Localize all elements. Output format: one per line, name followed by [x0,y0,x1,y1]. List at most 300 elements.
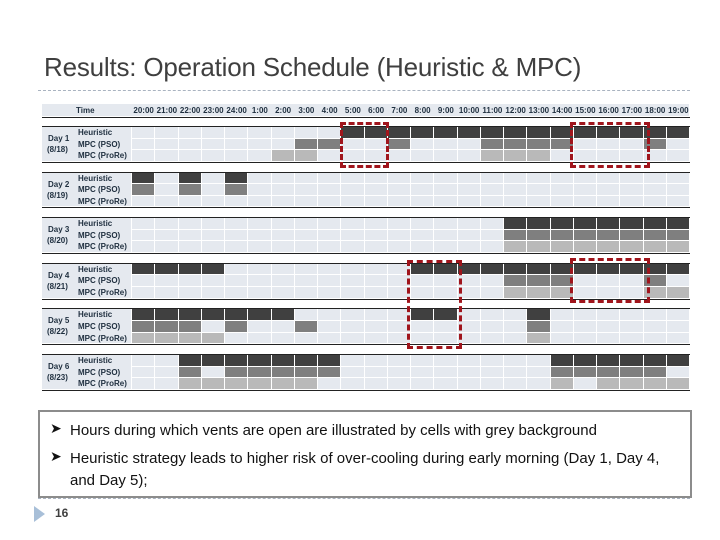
highlight-day1-morning [340,122,389,168]
vent-closed-cell [179,127,202,139]
vent-closed-cell [458,378,481,390]
vent-closed-cell [597,184,620,196]
vent-closed-cell [132,287,155,299]
vent-open-cell [527,309,550,321]
hour-header: 11:00 [482,106,503,115]
vent-closed-cell [388,378,411,390]
vent-closed-cell [644,309,667,321]
hour-header: 6:00 [368,106,385,115]
vent-open-cell [504,139,527,151]
vent-open-cell [179,355,202,367]
vent-closed-cell [318,127,341,139]
vent-open-cell [667,218,690,230]
vent-open-cell [597,230,620,242]
vent-closed-cell [202,218,225,230]
vent-open-cell [225,309,248,321]
vent-closed-cell [365,173,388,185]
hour-header: 10:00 [458,106,480,115]
vent-open-cell [667,287,690,299]
strategy-label: MPC (PSO) [78,322,121,331]
vent-closed-cell [527,184,550,196]
vent-closed-cell [667,321,690,333]
vent-closed-cell [272,287,295,299]
vent-closed-cell [225,287,248,299]
vent-open-cell [155,321,178,333]
vent-open-cell [295,378,318,390]
vent-closed-cell [434,184,457,196]
hour-header: 20:00 [133,106,154,115]
vent-closed-cell [481,218,504,230]
day-label: Day 2 [48,179,70,189]
vent-closed-cell [272,139,295,151]
vent-closed-cell [272,230,295,242]
vent-closed-cell [527,355,550,367]
vent-closed-cell [504,355,527,367]
vent-closed-cell [388,355,411,367]
vent-closed-cell [388,150,411,162]
vent-closed-cell [248,230,271,242]
vent-closed-cell [272,184,295,196]
vent-open-cell [620,367,643,379]
vent-closed-cell [620,196,643,208]
vent-open-cell [179,378,202,390]
day-date: (8/20) [47,236,68,246]
vent-open-cell [202,264,225,276]
vent-closed-cell [644,184,667,196]
vent-open-cell [504,150,527,162]
vent-closed-cell [295,127,318,139]
vent-closed-cell [434,196,457,208]
vent-closed-cell [667,173,690,185]
vent-open-cell [388,139,411,151]
vent-closed-cell [481,321,504,333]
vent-closed-cell [388,173,411,185]
vent-open-cell [248,367,271,379]
vent-closed-cell [411,218,434,230]
vent-closed-cell [411,378,434,390]
note-bullet-1: Hours during which vents are open are illustrated by cells with grey background [70,422,597,439]
vent-closed-cell [295,241,318,253]
vent-closed-cell [318,321,341,333]
vent-closed-cell [434,355,457,367]
vent-closed-cell [202,173,225,185]
hour-header: 12:00 [505,106,526,115]
strategy-label: MPC (PSO) [78,139,121,149]
vent-closed-cell [551,184,574,196]
vent-closed-cell [318,218,341,230]
vent-closed-cell [295,218,318,230]
vent-closed-cell [574,173,597,185]
vent-closed-cell [597,333,620,345]
strategy-label: Heuristic [78,264,113,274]
vent-open-cell [132,333,155,345]
vent-closed-cell [365,378,388,390]
vent-closed-cell [272,173,295,185]
vent-closed-cell [248,150,271,162]
hour-header: 5:00 [344,106,361,115]
hour-header: 18:00 [644,106,666,115]
hour-header: 13:00 [528,106,550,115]
vent-open-cell [667,230,690,242]
vent-closed-cell [667,184,690,196]
vent-closed-cell [458,184,481,196]
vent-closed-cell [248,321,271,333]
vent-closed-cell [481,309,504,321]
vent-closed-cell [574,333,597,345]
bullet-arrow-icon: ➤ [50,420,62,436]
vent-closed-cell [318,309,341,321]
vent-closed-cell [434,173,457,185]
vent-closed-cell [248,218,271,230]
vent-closed-cell [527,196,550,208]
vent-closed-cell [620,333,643,345]
vent-closed-cell [202,275,225,287]
day-label: Day 6 [48,362,70,371]
day-label: Day 3 [48,225,70,235]
vent-open-cell [620,218,643,230]
vent-open-cell [202,309,225,321]
vent-closed-cell [527,378,550,390]
hour-header: 24:00 [226,106,247,115]
vent-open-cell [644,218,667,230]
vent-closed-cell [434,218,457,230]
vent-open-cell [551,378,574,390]
vent-closed-cell [365,275,388,287]
vent-closed-cell [388,230,411,242]
strategy-label: Heuristic [78,310,113,320]
vent-closed-cell [620,173,643,185]
vent-open-cell [504,241,527,253]
vent-closed-cell [202,241,225,253]
vent-open-cell [597,355,620,367]
vent-closed-cell [179,150,202,162]
hour-header: 17:00 [621,106,643,115]
vent-open-cell [225,173,248,185]
vent-closed-cell [365,241,388,253]
vent-closed-cell [667,333,690,345]
vent-open-cell [179,367,202,379]
vent-closed-cell [225,230,248,242]
vent-closed-cell [527,367,550,379]
vent-closed-cell [481,355,504,367]
notes-box [38,410,692,498]
vent-closed-cell [411,230,434,242]
vent-open-cell [132,264,155,276]
page-number: 16 [55,506,69,520]
vent-closed-cell [132,150,155,162]
highlight-day4-day5-morning [407,260,462,349]
hour-header: 16:00 [598,106,619,115]
vent-open-cell [272,309,295,321]
vent-closed-cell [434,150,457,162]
vent-closed-cell [597,173,620,185]
hour-header: 14:00 [551,106,573,115]
vent-closed-cell [411,184,434,196]
vent-closed-cell [155,173,178,185]
vent-open-cell [574,355,597,367]
vent-closed-cell [597,309,620,321]
vent-closed-cell [132,127,155,139]
vent-open-cell [202,378,225,390]
vent-open-cell [434,127,457,139]
vent-open-cell [481,264,504,276]
vent-closed-cell [179,275,202,287]
vent-closed-cell [504,321,527,333]
vent-open-cell [620,378,643,390]
vent-closed-cell [132,241,155,253]
vent-closed-cell [295,184,318,196]
hour-header: 15:00 [575,106,596,115]
vent-closed-cell [481,241,504,253]
vent-closed-cell [318,150,341,162]
vent-closed-cell [341,275,364,287]
vent-open-cell [527,218,550,230]
day-label: Day 4 [48,270,70,280]
vent-closed-cell [504,378,527,390]
strategy-label: MPC (ProRe) [78,242,127,252]
vent-closed-cell [365,355,388,367]
vent-closed-cell [272,127,295,139]
vent-closed-cell [248,333,271,345]
vent-closed-cell [458,150,481,162]
strategy-label: MPC (PSO) [78,185,121,195]
vent-closed-cell [458,230,481,242]
vent-closed-cell [155,139,178,151]
vent-open-cell [527,287,550,299]
strategy-label: MPC (PSO) [78,230,121,240]
vent-closed-cell [318,230,341,242]
vent-open-cell [225,321,248,333]
vent-closed-cell [155,367,178,379]
strategy-label: MPC (PSO) [78,367,121,377]
vent-closed-cell [481,230,504,242]
vent-closed-cell [411,241,434,253]
vent-closed-cell [434,230,457,242]
vent-closed-cell [155,184,178,196]
day-date: (8/18) [47,145,68,154]
vent-closed-cell [644,321,667,333]
vent-closed-cell [132,218,155,230]
hour-header: 4:00 [321,106,338,115]
vent-open-cell [272,355,295,367]
vent-closed-cell [458,196,481,208]
vent-open-cell [318,139,341,151]
vent-closed-cell [620,309,643,321]
vent-closed-cell [225,333,248,345]
vent-closed-cell [458,139,481,151]
vent-closed-cell [504,333,527,345]
vent-closed-cell [248,184,271,196]
vent-closed-cell [365,367,388,379]
vent-open-cell [551,355,574,367]
strategy-label: MPC (ProRe) [78,288,127,297]
vent-closed-cell [667,275,690,287]
vent-closed-cell [318,241,341,253]
vent-closed-cell [644,333,667,345]
page-marker-triangle-icon [34,506,45,522]
note-bullet-2: Heuristic strategy leads to higher risk of over-cooling during early morning (Day 1, Day 4, and Day 5); [70,450,660,489]
vent-open-cell [179,309,202,321]
vent-closed-cell [155,150,178,162]
vent-closed-cell [155,127,178,139]
vent-closed-cell [179,287,202,299]
vent-closed-cell [341,264,364,276]
vent-closed-cell [644,196,667,208]
vent-closed-cell [527,173,550,185]
vent-closed-cell [341,241,364,253]
vent-closed-cell [202,367,225,379]
vent-open-cell [597,378,620,390]
vent-closed-cell [295,333,318,345]
vent-closed-cell [295,196,318,208]
vent-closed-cell [341,184,364,196]
vent-open-cell [574,367,597,379]
vent-closed-cell [551,173,574,185]
vent-closed-cell [411,196,434,208]
vent-open-cell [388,127,411,139]
vent-open-cell [620,241,643,253]
vent-closed-cell [272,241,295,253]
vent-closed-cell [225,241,248,253]
vent-closed-cell [434,241,457,253]
vent-open-cell [248,355,271,367]
vent-closed-cell [225,196,248,208]
vent-open-cell [295,139,318,151]
vent-closed-cell [434,378,457,390]
vent-open-cell [527,139,550,151]
vent-closed-cell [597,196,620,208]
vent-closed-cell [504,173,527,185]
vent-open-cell [620,230,643,242]
hour-header: 22:00 [179,106,201,115]
vent-closed-cell [155,378,178,390]
vent-closed-cell [318,184,341,196]
vent-closed-cell [574,184,597,196]
vent-closed-cell [481,367,504,379]
vent-open-cell [504,127,527,139]
vent-closed-cell [272,264,295,276]
vent-closed-cell [202,150,225,162]
vent-closed-cell [272,275,295,287]
hour-header: 9:00 [437,106,454,115]
vent-open-cell [179,321,202,333]
vent-closed-cell [365,218,388,230]
vent-closed-cell [434,367,457,379]
vent-closed-cell [341,218,364,230]
vent-closed-cell [434,139,457,151]
vent-closed-cell [667,150,690,162]
day-label: Day 1 [48,134,70,143]
vent-open-cell [644,230,667,242]
vent-closed-cell [248,139,271,151]
vent-open-cell [132,321,155,333]
vent-closed-cell [179,218,202,230]
vent-open-cell [248,309,271,321]
vent-closed-cell [248,173,271,185]
vent-closed-cell [574,309,597,321]
vent-closed-cell [481,378,504,390]
vent-closed-cell [341,378,364,390]
vent-open-cell [504,230,527,242]
vent-open-cell [644,378,667,390]
vent-closed-cell [388,196,411,208]
hour-header: 8:00 [414,106,431,115]
vent-closed-cell [225,264,248,276]
vent-open-cell [574,241,597,253]
vent-closed-cell [155,355,178,367]
vent-open-cell [551,241,574,253]
vent-open-cell [155,333,178,345]
vent-closed-cell [411,150,434,162]
vent-closed-cell [202,127,225,139]
vent-open-cell [667,378,690,390]
vent-closed-cell [318,196,341,208]
vent-closed-cell [341,309,364,321]
day-date: (8/23) [47,373,68,382]
vent-open-cell [667,264,690,276]
vent-closed-cell [202,287,225,299]
vent-closed-cell [318,287,341,299]
vent-closed-cell [132,367,155,379]
vent-open-cell [481,139,504,151]
slide-title: Results: Operation Schedule (Heuristic & MPC) [44,52,582,82]
vent-open-cell [504,275,527,287]
hour-header: 23:00 [203,106,224,115]
vent-closed-cell [365,230,388,242]
vent-open-cell [295,321,318,333]
vent-closed-cell [667,196,690,208]
time-header: Time [76,106,95,115]
vent-open-cell [295,355,318,367]
vent-closed-cell [225,139,248,151]
vent-closed-cell [155,230,178,242]
vent-open-cell [527,264,550,276]
day-date: (8/21) [47,281,68,291]
vent-open-cell [574,230,597,242]
vent-open-cell [620,355,643,367]
vent-closed-cell [481,287,504,299]
vent-closed-cell [481,333,504,345]
vent-open-cell [132,309,155,321]
vent-closed-cell [458,173,481,185]
vent-closed-cell [341,321,364,333]
vent-closed-cell [481,184,504,196]
vent-closed-cell [132,378,155,390]
vent-closed-cell [318,275,341,287]
strategy-label: Heuristic [78,356,113,365]
vent-closed-cell [574,378,597,390]
vent-open-cell [644,241,667,253]
vent-closed-cell [341,173,364,185]
vent-closed-cell [341,355,364,367]
hour-header: 3:00 [298,106,315,115]
vent-closed-cell [179,139,202,151]
vent-closed-cell [202,321,225,333]
vent-closed-cell [620,184,643,196]
highlight-day4-afternoon [570,258,650,303]
vent-open-cell [225,367,248,379]
vent-closed-cell [318,378,341,390]
strategy-label: MPC (ProRe) [78,379,127,389]
vent-closed-cell [341,287,364,299]
vent-closed-cell [318,173,341,185]
vent-closed-cell [458,355,481,367]
vent-closed-cell [248,196,271,208]
strategy-label: MPC (PSO) [78,276,121,286]
vent-open-cell [527,321,550,333]
highlight-day1-afternoon [570,122,650,168]
vent-open-cell [574,218,597,230]
